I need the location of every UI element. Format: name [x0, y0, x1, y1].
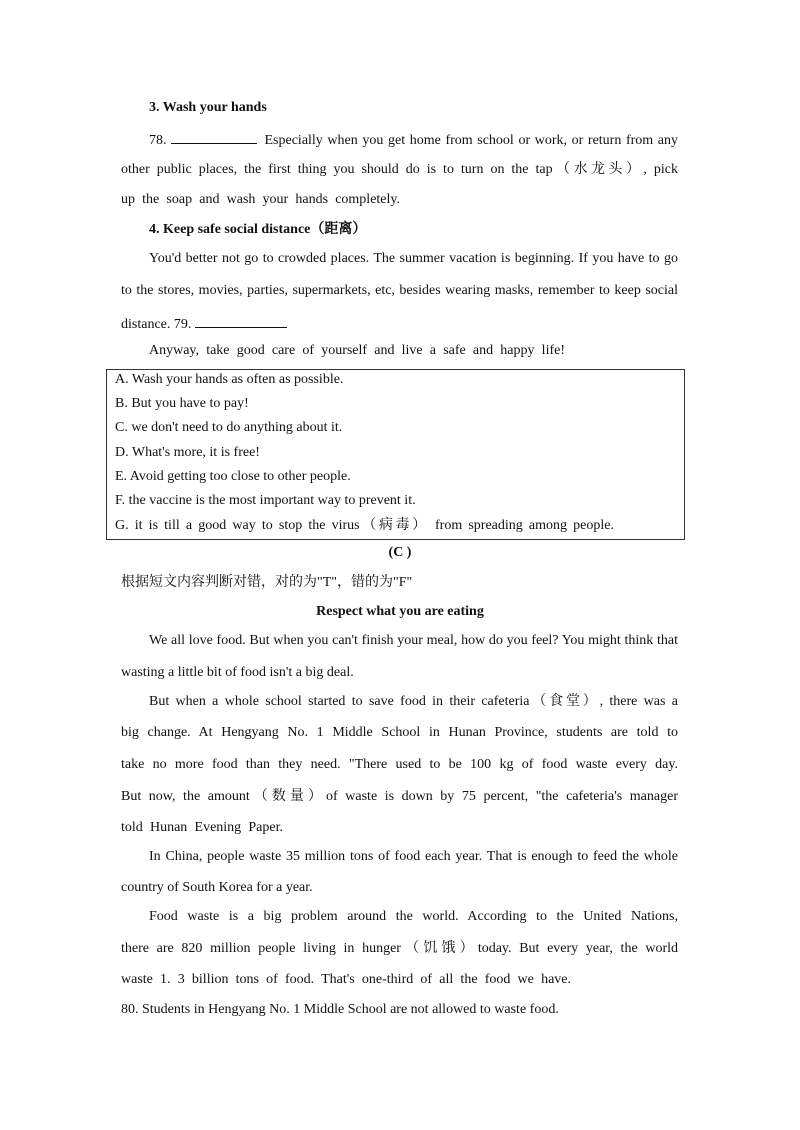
option-b: B. But you have to pay!	[115, 396, 249, 411]
question-79-line	[121, 315, 287, 332]
question-number-78: 78.	[149, 133, 167, 148]
question-79-prefix: distance. 79.	[121, 317, 192, 332]
option-e: E. Avoid getting too close to other people.	[115, 469, 351, 484]
answer-blank-78[interactable]	[171, 131, 257, 144]
question-80: 80. Students in Hengyang No. 1 Middle School are not allowed to waste food.	[121, 1002, 559, 1017]
paragraph-line: there are 820 million people living in hunger（饥饿）today. But every year, the world	[121, 941, 678, 956]
paragraph-line: take no more food than they need. "There used to be 100 kg of food waste every day.	[121, 757, 678, 772]
section-heading-social-distance: 4. Keep safe social distance（距离）	[149, 222, 367, 237]
paragraph-line: to the stores, movies, parties, supermarkets, etc, besides wearing masks, remember to keep social	[121, 283, 678, 298]
question-78-line	[149, 131, 678, 148]
paragraph-line: wasting a little bit of food isn't a big deal.	[121, 665, 354, 680]
section-heading-wash-hands: 3. Wash your hands	[149, 100, 267, 115]
option-g: G. it is till a good way to stop the virus（病毒） from spreading among people.	[115, 518, 614, 533]
paragraph-line: country of South Korea for a year.	[121, 880, 313, 895]
paragraph-line: We all love food. But when you can't finish your meal, how do you feel? You might think that	[149, 633, 678, 648]
paragraph-line: In China, people waste 35 million tons of food each year. That is enough to feed the whole	[149, 849, 678, 864]
option-a: A. Wash your hands as often as possible.	[115, 372, 344, 387]
paragraph-line: But now, the amount（数量）of waste is down by 75 percent, "the cafeteria's manager	[121, 789, 678, 804]
paragraph-line: waste 1. 3 billion tons of food. That's one-third of all the food we have.	[121, 972, 571, 987]
options-box	[106, 369, 685, 540]
option-c: C. we don't need to do anything about it.	[115, 420, 343, 435]
paragraph-line: other public places, the first thing you should do is to turn on the tap（水龙头）, pick	[121, 162, 678, 177]
paragraph-line: big change. At Hengyang No. 1 Middle School in Hunan Province, students are told to	[121, 725, 678, 740]
option-d: D. What's more, it is free!	[115, 445, 260, 460]
paragraph-line: Food waste is a big problem around the world. According to the United Nations,	[149, 909, 678, 924]
closing-line: Anyway, take good care of yourself and live a safe and happy life!	[149, 343, 565, 358]
part-label: (C )	[388, 545, 412, 560]
passage-title: Respect what you are eating	[316, 604, 484, 619]
question-78-text: Especially when you get home from school or work, or return from any	[264, 133, 678, 148]
paragraph-line: told Hunan Evening Paper.	[121, 820, 283, 835]
instruction: 根据短文内容判断对错，对的为"T"，错的为"F"	[121, 575, 413, 590]
paragraph-line: But when a whole school started to save food in their cafeteria（食堂）, there was a	[149, 694, 678, 709]
answer-blank-79[interactable]	[195, 315, 287, 328]
paragraph-line: You'd better not go to crowded places. The summer vacation is beginning. If you have to go	[149, 251, 678, 266]
paragraph-line: up the soap and wash your hands completely.	[121, 192, 400, 207]
option-f: F. the vaccine is the most important way to prevent it.	[115, 493, 416, 508]
